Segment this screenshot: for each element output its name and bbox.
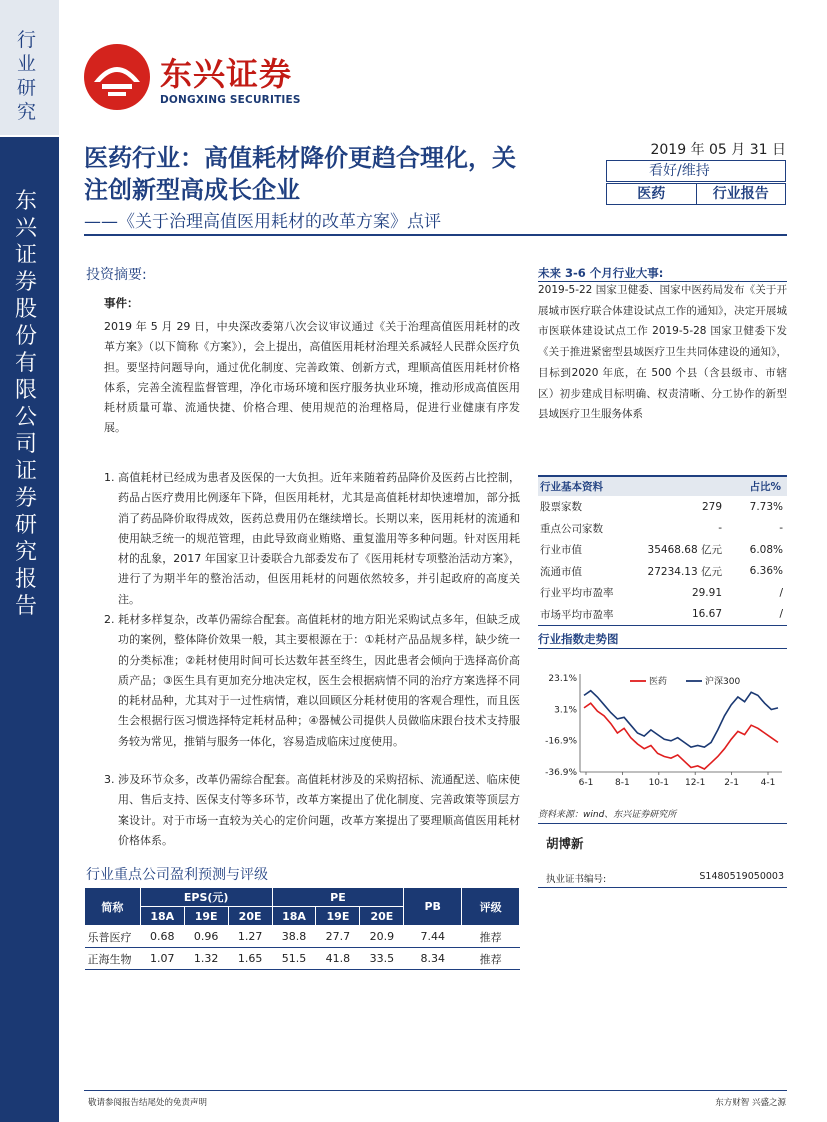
info-pct: 6.36% [749,565,783,578]
info-value: 279 [701,500,722,513]
pe-cell: 38.8 [272,926,316,948]
footer-disclaimer: 敬请参阅报告结尾处的免责声明 [88,1098,208,1108]
report-date: 2019 年 05 月 31 日 [650,142,786,158]
info-label: 行业平均市盈率 [540,587,614,600]
category-label: 行业研究 [17,29,37,123]
pe-cell: 27.7 [316,926,360,948]
eps-cell: 1.65 [228,948,272,970]
info-value: 27234.13 亿元 [647,565,722,578]
table-row [538,582,787,604]
events-text: 2019-5-22 国家卫健委、国家中医药局发布《关于开展城市医疗联合体建设试点工作的通知》，决定开展城市医联体建设试点工作 2019-5-28 国家卫健委下发《关于推进紧密型县域医疗卫生共同体建设的通知》，目标到2020 年底，在 500 个县（含县级市、市辖区）初步建成目标明确、权责清晰、分工协作的新型县域医疗卫生服务体系 [538,284,787,421]
summary-point-1: 1. 高值耗材已经成为患者及医保的一大负担。近年来随着药品降价及医药占比控制，药品占医疗费用比例逐年下降，但医用耗材，尤其是高值耗材却快速增加，部分抵消了药品降价取得成效，医药总费用仍在继续增长。长期以来，医用耗材的流通和使用缺乏统一的规范管理，由此导致商业贿赂、重复滥用等多种问题。针对医用耗材的乱象，2017 年国家卫计委联合九部委发布了《医用耗材专项整治活动方案》，进行了为期半年的整治活动，但医用耗材的问题依然较多，并引起政府的高度关注。 [104,471,520,606]
info-value: 16.67 [630,604,730,626]
rating-box: 看好/维持 [606,160,786,182]
eps-cell: 0.96 [184,926,228,948]
col-pb-header: PB [404,888,462,926]
info-value: 35468.68 亿元 [647,544,722,557]
info-value: - [718,522,722,535]
footer-divider [84,1090,787,1091]
x-tick-label: 12-1 [684,778,706,788]
legend-label: 沪深300 [705,677,741,687]
sidebar-vertical-title: 东兴证券股份有限公司证券研究报告 [15,189,38,619]
x-tick-label: 10-1 [648,778,670,788]
y-tick-label: -36.9% [545,768,577,778]
rating-cell: 推荐 [462,948,520,970]
x-tick-label: 4-1 [760,778,776,788]
forecast-heading: 行业重点公司盈利预测与评级 [86,867,268,883]
info-label: 流通市值 [540,565,582,578]
legend-label: 医药 [649,677,668,687]
y-tick-label: -16.9% [545,736,577,747]
rating-cell: 推荐 [462,926,520,948]
trend-chart-svg [538,650,787,800]
eps-cell: 1.07 [140,948,184,970]
event-label: 事件： [104,296,139,310]
eps-cell: 0.68 [140,926,184,948]
table-row [85,926,520,948]
eps-year-header: 19E [184,907,228,926]
table-row [538,561,787,583]
info-pct: 6.08% [749,543,783,556]
table-row [538,539,787,561]
pe-year-header: 18A [272,907,316,926]
header-divider [84,234,787,236]
company-name: 乐普医疗 [85,926,141,948]
events-heading: 未来 3-6 个月行业大事: [538,266,664,280]
col-rating-header: 评级 [462,888,520,926]
basic-info-pct-header: 占比% [730,476,787,496]
info-label: 市场平均市盈率 [538,604,630,626]
pe-cell: 20.9 [360,926,404,948]
x-tick-label: 8-1 [615,778,630,788]
license-divider [538,887,787,888]
trend-divider [538,648,787,649]
eps-year-header: 20E [228,907,272,926]
table-row [538,518,787,540]
info-pct: - [779,522,783,535]
brand-name-en: DONGXING SECURITIES [160,94,301,106]
info-pct: / [730,604,787,626]
eps-cell: 1.27 [228,926,272,948]
pe-year-header: 19E [316,907,360,926]
brand-name: 东兴证券 [160,55,293,93]
info-pct: / [779,586,783,599]
report-subtitle: ——《关于治理高值医用耗材的改革方案》点评 [84,212,441,232]
basic-info-table [538,475,787,626]
tag-sector: 医药 [637,186,666,202]
pe-cell: 51.5 [272,948,316,970]
report-title: 医药行业：高值耗材降价更趋合理化，关注创新型高成长企业 [84,144,516,204]
eps-year-header: 18A [140,907,184,926]
summary-point-2: 2. 耗材多样复杂，改革仍需综合配套。高值耗材的地方阳光采购试点多年，但缺乏成功的案例，整体降价效果一般，其主要根源在于：①耗材产品品规多样，缺少统一的分类标准；②耗材使用时间可长达数年甚至终生，因此患者会倾向于选择高价高质产品；③医生具有更加充分地决定权，医生会根据病情不同的治疗方案选择不同的耗材品种，尤其对于一过性病情，难以回顾区分耗材使用的客观合理性，而且医生会根据行医习惯选择特定耗材品种；④器械公司提供人员做临床跟台技术支持服务较为常见，推销与服务一体化，容易造成临床过度使用。 [104,613,520,748]
x-tick-label: 6-1 [578,778,594,788]
pe-cell: 41.8 [316,948,360,970]
pb-cell: 8.34 [404,948,462,970]
info-value: 29.91 [691,586,722,599]
table-row [538,604,787,626]
trend-chart [538,650,787,800]
table-row [538,496,787,518]
y-tick-label: 23.1% [548,674,577,684]
forecast-table [84,887,520,970]
info-label: 重点公司家数 [540,522,603,535]
col-eps-header: EPS(元) [140,888,272,907]
x-tick-label: 2-1 [724,778,739,788]
basic-info-title: 行业基本资料 [538,476,730,496]
y-tick-label: 3.1% [554,705,577,716]
series-line-沪深300 [584,691,778,747]
brand-logo-icon [84,44,150,110]
event-paragraph: 2019 年 5 月 29 日，中央深改委第八次会议审议通过《关于治理高值医用耗材的改革方案》（以下简称《方案》），会上提出，高值医用耗材治理关系减轻人民群众医疗负担。要坚持问题导向，通过优化制度、完善政策、创新方式，理顺高值医用耗材价格体系，完善全流程监督管理，净化市场环境和医疗服务执业环境，推动形成高值医用耗材质量可靠、流通快捷、价格合理、使用规范的治理格局，促进行业健康有序发展。 [104,320,520,435]
pb-cell: 7.44 [404,926,462,948]
eps-cell: 1.32 [184,948,228,970]
info-pct: 7.73% [749,500,783,513]
source-divider [538,823,787,824]
license-number: S1480519050003 [699,871,784,882]
license-label: 执业证书编号: [546,874,607,885]
analyst-name: 胡博新 [546,836,584,851]
series-line-医药 [584,703,778,769]
company-name: 正海生物 [85,948,141,970]
trend-heading: 行业指数走势图 [538,632,619,646]
pe-cell: 33.5 [360,948,404,970]
tag-report-type: 行业报告 [696,184,786,204]
chart-source: 资料来源：wind、东兴证券研究所 [538,810,677,820]
footer-slogan: 东方财智 兴盛之源 [715,1098,786,1108]
col-name-header: 简称 [85,888,141,926]
info-label: 行业市值 [540,544,582,557]
summary-heading: 投资摘要: [86,267,147,283]
col-pe-header: PE [272,888,404,907]
pe-year-header: 20E [360,907,404,926]
info-label: 股票家数 [540,501,582,514]
sidebar-top [0,0,59,135]
table-row [85,948,520,970]
tag-row [606,183,786,205]
summary-point-3: 3. 涉及环节众多，改革仍需综合配套。高值耗材涉及的采购招标、流通配送、临床使用、售后支持、医保支付等多环节，改革方案提出了优化制度、完善政策等顶层方案设计。对于市场一直较为关心的定价问题，改革方案提出了要理顺高值医用耗材价格体系。 [104,773,520,847]
